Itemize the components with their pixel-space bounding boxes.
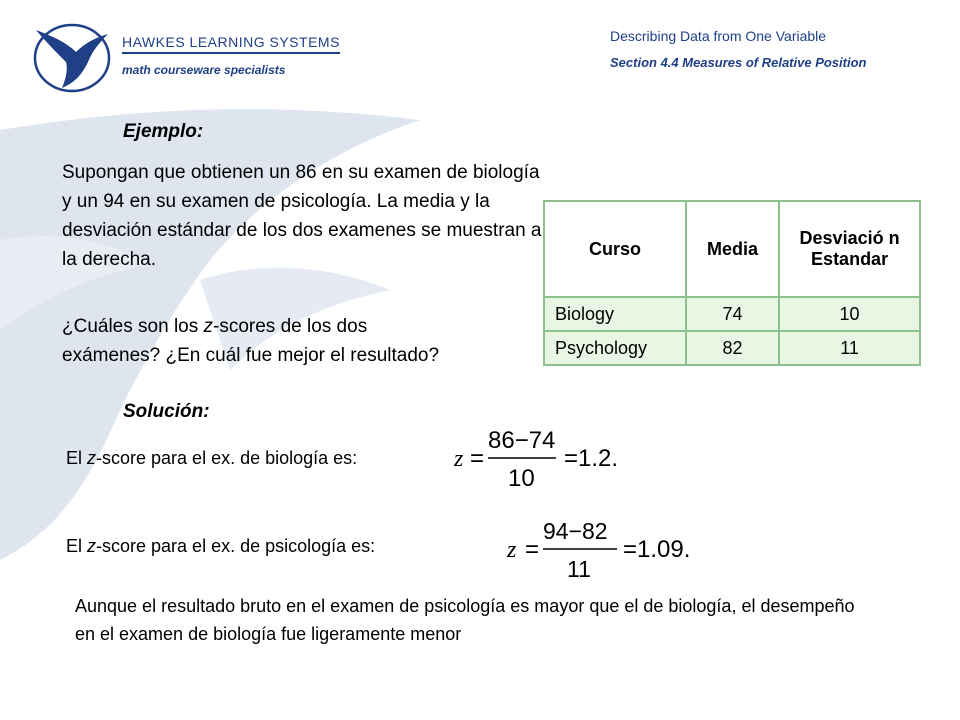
cell-mean: 74: [686, 297, 779, 331]
cell-mean: 82: [686, 331, 779, 365]
example-heading: Ejemplo:: [123, 121, 204, 142]
table-header-row: [544, 201, 920, 297]
formula-numerator: 94−82: [543, 518, 608, 544]
intro-paragraph: Supongan que obtienen un 86 en su examen de biología y un 94 en su examen de psicología. La media y la desviación estándar de los dos examenes se muestran a la derecha.: [62, 162, 542, 270]
psychology-zscore-formula: [505, 515, 705, 585]
bio-line-post: -score para el ex. de biología es:: [96, 448, 358, 468]
bio-line-variable: z: [87, 448, 97, 468]
psi-line-post: -score para el ex. de psicología es:: [96, 536, 376, 556]
cell-stddev: 10: [779, 297, 920, 331]
formula-equals: =: [470, 445, 485, 472]
formula-numerator: 86−74: [488, 427, 556, 454]
header-desviacion: Desviació n Estandar: [779, 201, 920, 297]
formula-equals: =: [525, 536, 540, 563]
question-variable: z: [203, 316, 214, 337]
table-row: [544, 331, 920, 365]
hawkes-logo-icon: [32, 22, 114, 94]
chapter-title: Describing Data from One Variable: [610, 28, 827, 44]
formula-denominator: 11: [567, 556, 591, 582]
table-row: [544, 297, 920, 331]
cell-course: Biology: [544, 297, 686, 331]
formula-denominator: 10: [508, 465, 535, 492]
question-text-pre: ¿Cuáles son los: [62, 316, 204, 337]
header-media: Media: [686, 201, 779, 297]
formula-result: =1.2.: [564, 445, 619, 472]
psychology-zscore-line: [66, 536, 375, 557]
psi-line-pre: El: [66, 536, 88, 556]
cell-stddev: 11: [779, 331, 920, 365]
formula-variable: z: [507, 537, 517, 563]
psi-line-variable: z: [87, 536, 97, 556]
header-curso: Curso: [544, 201, 686, 297]
course-stats-table: [543, 200, 921, 366]
cell-course: Psychology: [544, 331, 686, 365]
section-title: Section 4.4 Measures of Relative Position: [610, 55, 867, 70]
formula-variable: z: [454, 446, 464, 472]
formula-result: =1.09.: [623, 536, 691, 563]
solution-heading: Solución:: [123, 401, 210, 422]
biology-zscore-formula: [452, 420, 632, 500]
question-paragraph: [62, 312, 457, 370]
bio-line-pre: El: [66, 448, 88, 468]
brand-tagline: math courseware specialists: [122, 63, 286, 77]
brand-name: HAWKES LEARNING SYSTEMS: [122, 34, 340, 54]
biology-zscore-line: [66, 448, 357, 469]
question-text-post: -scores de los dos exámenes? ¿En cuál fue mejor el resultado?: [62, 316, 440, 366]
conclusion-paragraph: Aunque el resultado bruto en el examen de psicología es mayor que el de biología, el desempeño en el examen de biología fue ligeramente menor: [75, 596, 855, 644]
